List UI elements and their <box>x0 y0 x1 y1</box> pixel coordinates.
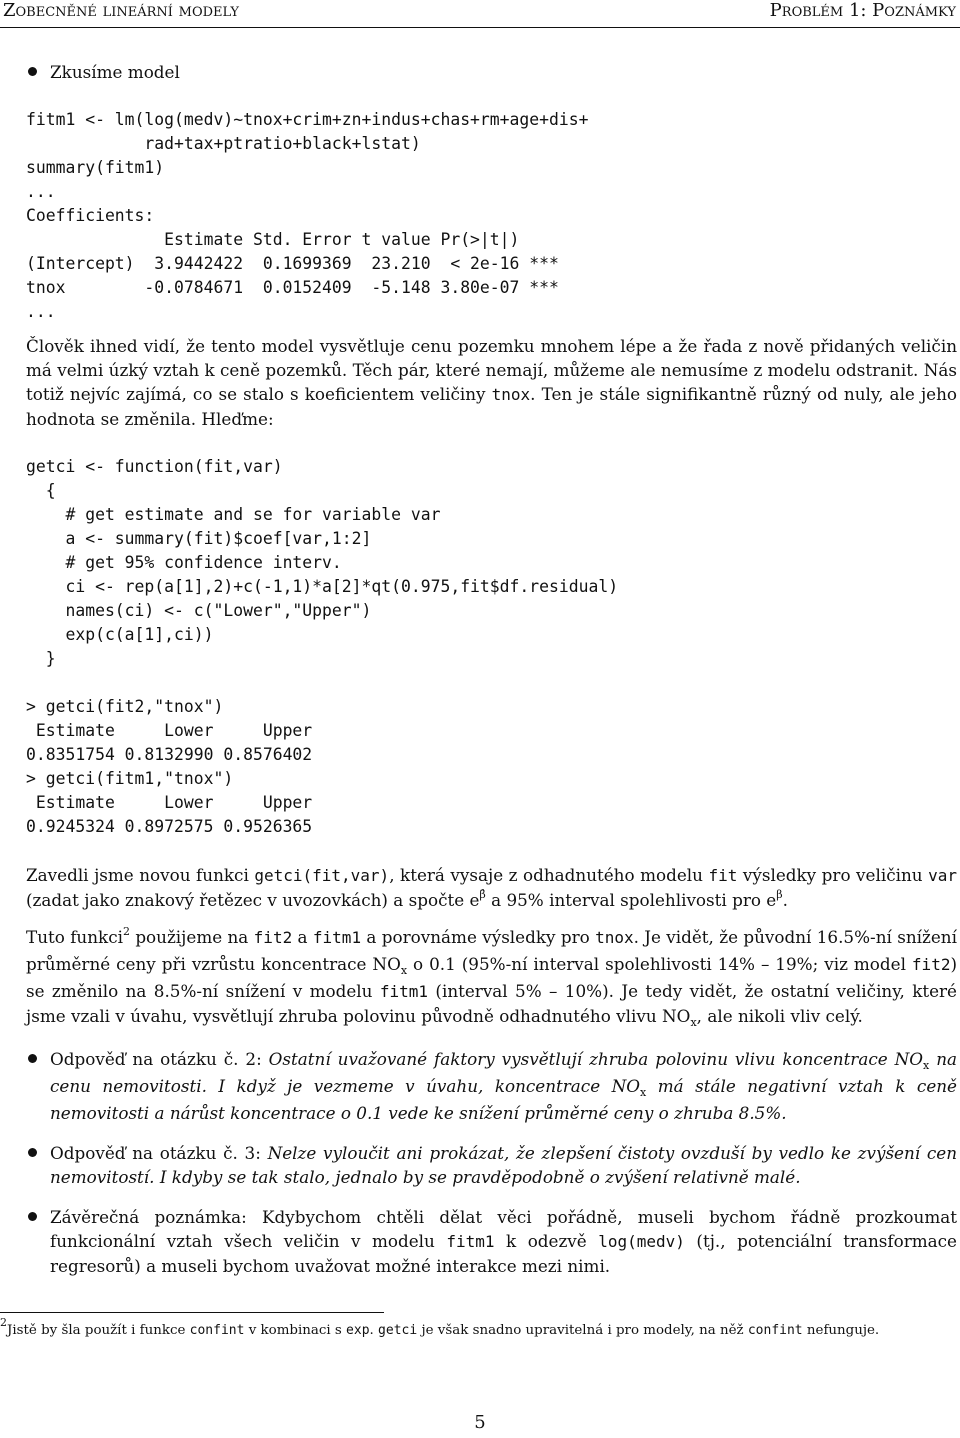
bullet-icon <box>28 1054 37 1063</box>
footnote: $^2$Jistě by šla použít i funkce confint v kombinaci s exp. getci je však snadno upravitelná i pro modely, na něž confint nefunguje. <box>0 1316 880 1338</box>
answer-3-text: Odpověď na otázku č. 3: Nelze vyloučit ani prokázat, že zlepšení čistoty ovzduší by vedlo ke zvýšení cen nemovitostí. I kdyby se tak stalo, jednalo by se pravděpodobně o zvýšení relativně malé. <box>50 1143 957 1187</box>
page-header <box>0 0 960 30</box>
bullet-answer-3 <box>26 1141 957 1189</box>
code-block-model: fitm1 <- lm(log(medv)~tnox+crim+zn+indus+chas+rm+age+dis+ rad+tax+ptratio+black+lstat) summary(fitm1) ... Coefficients: Estimate Std. Error t value Pr(>|t|) (Intercept) 3.9442422 0.1699369 23.210 < 2e-16 *** tnox -0.0784671 0.0152409 -5.148 3.80e-07 *** ... <box>26 110 589 321</box>
final-note-text: Závěrečná poznámka: Kdybychom chtěli dělat věci pořádně, museli bychom řádně prozkoumat funkcionální vztah všech veličin v modelu fitm1 k odezvě log(medv) (tj., potenciální transformace regresorů) a museli bychom uvažovat možné interakce mezi nimi. <box>50 1207 957 1276</box>
footnote-rule <box>0 1312 384 1313</box>
bullet-icon <box>28 67 37 76</box>
bullet-icon <box>28 1148 37 1157</box>
footnote-reference: 2 <box>122 925 130 938</box>
header-title-left: Zobecněné lineární modely <box>3 0 239 21</box>
page-number: 5 <box>474 1412 486 1433</box>
code-block-output: > getci(fit2,"tnox") Estimate Lower Upper 0.8351754 0.8132990 0.8576402 > getci(fitm1,"tnox") Estimate Lower Upper 0.9245324 0.8972575 0.9526365 <box>26 697 313 836</box>
bullet-final-note <box>26 1205 957 1278</box>
answer-2-text: Odpověď na otázku č. 2: Ostatní uvažované faktory vysvětlují zhruba polovinu vlivu koncentrace $NO_x$ na cenu nemovitosti. I když je vezmeme v úvahu, koncentrace $NO_x$ má stále negativní vztah k ceně nemovitosti a nárůst koncentrace o 0.1 vede ke snížení průměrné ceny o zhruba 8.5%. <box>50 1049 958 1123</box>
code-block-getci: getci <- function(fit,var) { # get estimate and se for variable var a <- summary(fit)$coef[var,1:2] # get 95% confidence interv. ci <- rep(a[1],2)+c(-1,1)*a[2]*qt(0.975,fit$df.residual) names(ci) <- c("Lower","Upper") exp(c(a[1],ci)) } <box>26 457 619 668</box>
header-rule <box>0 27 960 28</box>
paragraph-interpretation: Člověk ihned vidí, že tento model vysvětluje cenu pozemku mnohem lépe a že řada z nově přidaných veličin má velmi úzký vztah k ceně pozemků. Těch pár, které nemají, můžeme ale nemusíme z modelu odstranit. Nás totiž nejvíc zajímá, co se stalo s koeficientem veličiny tnox. Ten je stále signifikantně různý od nuly, ale jeho hodnota se změnila. Hleďme: <box>26 336 957 429</box>
page-content <box>26 60 957 1278</box>
bullet-answer-2 <box>26 1047 957 1125</box>
paragraph-getci-description: Zavedli jsme novou funkci getci(fit,var), která vysaje z odhadnutého modelu fit výsledky pro veličinu var (zadat jako znakový řetězec v uvozovkách) a spočte $e^{\betâ}$ a 95% interval spolehlivosti pro $e^\beta$. <box>26 865 957 910</box>
bullet-icon <box>28 1212 37 1221</box>
header-title-right: Problém 1: Poznámky <box>769 0 956 21</box>
bullet-model <box>26 60 957 84</box>
paragraph-comparison: Tuto funkci$^2$ použijeme na fit2 a fitm1 a porovnáme výsledky pro tnox. Je vidět, že původní 16.5%-ní snížení průměrné ceny při vzrůstu koncentrace $NO_x$ o 0.1 (95%-ní interval spolehlivosti 14% – 19%; viz model fit2) se změnilo na 8.5%-ní snížení v modelu fitm1 (interval 5% – 10%). Je tedy vidět, že ostatní veličiny, které jsme vzali v úvahu, vysvětlují zhruba polovinu původně odhadnutého vlivu $NO_x$, ale nikoli vliv celý. <box>26 925 958 1029</box>
bullet-model-text: Zkusíme model <box>50 62 180 82</box>
